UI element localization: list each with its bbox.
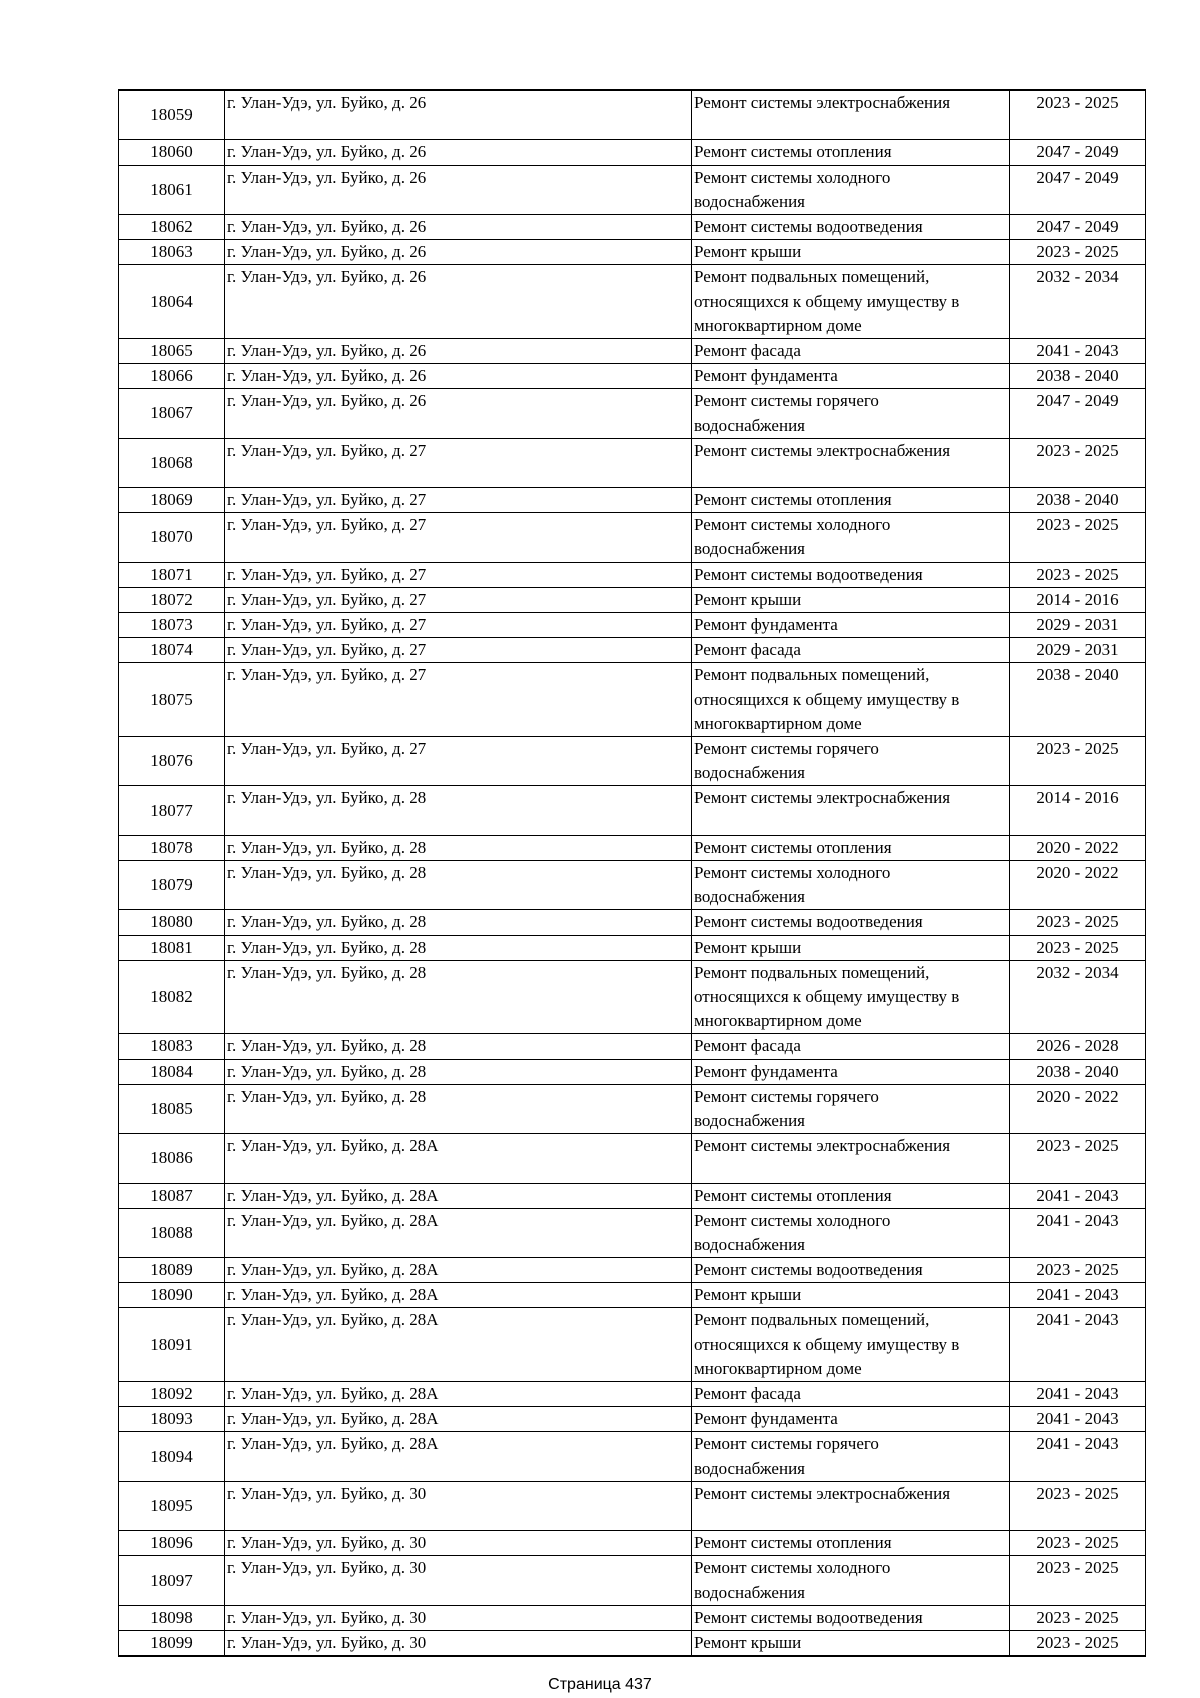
work-type-line: Ремонт системы холодного	[694, 862, 891, 882]
page-number: Страница 437	[548, 1676, 652, 1693]
address-cell: г. Улан-Удэ, ул. Буйко, д. 30	[225, 1531, 692, 1556]
work-type-cell	[692, 835, 1010, 860]
work-type-line: Ремонт системы холодного	[694, 515, 891, 535]
table-row	[119, 1134, 1146, 1183]
work-type-cell	[692, 1556, 1010, 1605]
work-type-line: Ремонт системы холодного	[694, 1558, 891, 1578]
work-type-cell	[692, 1134, 1010, 1183]
work-type-line: Ремонт крыши	[694, 1285, 802, 1305]
work-type-line: многоквартирном доме	[694, 315, 862, 335]
row-number: 18092	[119, 1382, 225, 1407]
table-row	[119, 1084, 1146, 1133]
work-type-cell	[692, 265, 1010, 339]
work-type-line: Ремонт системы холодного	[694, 1210, 891, 1230]
table-row	[119, 1034, 1146, 1059]
address-cell: г. Улан-Удэ, ул. Буйко, д. 28	[225, 935, 692, 960]
row-number: 18063	[119, 240, 225, 265]
years-cell: 2023 - 2025	[1010, 1630, 1146, 1656]
years-cell: 2032 - 2034	[1010, 265, 1146, 339]
row-number: 18097	[119, 1556, 225, 1605]
years-cell: 2023 - 2025	[1010, 562, 1146, 587]
work-type-line	[694, 115, 1007, 139]
work-type-cell	[692, 638, 1010, 663]
work-type-line: водоснабжения	[694, 1110, 805, 1130]
work-type-cell	[692, 960, 1010, 1034]
table-row	[119, 389, 1146, 438]
table-row	[119, 1183, 1146, 1208]
table-row	[119, 1407, 1146, 1432]
row-number: 18077	[119, 786, 225, 835]
years-cell: 2041 - 2043	[1010, 1432, 1146, 1481]
work-type-line: Ремонт системы водоотведения	[694, 1260, 923, 1280]
work-type-cell	[692, 338, 1010, 363]
address-cell: г. Улан-Удэ, ул. Буйко, д. 30	[225, 1630, 692, 1656]
repair-schedule-table	[118, 89, 1146, 1657]
work-type-line: Ремонт подвальных помещений,	[694, 1310, 930, 1330]
work-type-cell	[692, 1481, 1010, 1530]
work-type-line: относящихся к общему имуществу в	[694, 986, 960, 1006]
address-cell: г. Улан-Удэ, ул. Буйко, д. 28	[225, 1084, 692, 1133]
work-type-cell	[692, 488, 1010, 513]
row-number: 18068	[119, 438, 225, 487]
work-type-cell	[692, 935, 1010, 960]
work-type-cell	[692, 364, 1010, 389]
work-type-line: водоснабжения	[694, 539, 805, 559]
row-number: 18099	[119, 1630, 225, 1656]
table-row	[119, 265, 1146, 339]
work-type-line: Ремонт системы электроснабжения	[694, 440, 951, 460]
address-cell: г. Улан-Удэ, ул. Буйко, д. 27	[225, 513, 692, 562]
table-row	[119, 737, 1146, 786]
years-cell: 2020 - 2022	[1010, 1084, 1146, 1133]
years-cell: 2023 - 2025	[1010, 240, 1146, 265]
table-row	[119, 638, 1146, 663]
address-cell: г. Улан-Удэ, ул. Буйко, д. 30	[225, 1605, 692, 1630]
row-number: 18096	[119, 1531, 225, 1556]
address-cell: г. Улан-Удэ, ул. Буйко, д. 30	[225, 1556, 692, 1605]
work-type-line	[694, 463, 1007, 487]
work-type-cell	[692, 90, 1010, 140]
work-type-line: Ремонт системы горячего	[694, 1086, 879, 1106]
work-type-cell	[692, 1258, 1010, 1283]
years-cell: 2038 - 2040	[1010, 1059, 1146, 1084]
work-type-cell	[692, 613, 1010, 638]
row-number: 18061	[119, 165, 225, 214]
address-cell: г. Улан-Удэ, ул. Буйко, д. 26	[225, 364, 692, 389]
address-cell: г. Улан-Удэ, ул. Буйко, д. 28А	[225, 1382, 692, 1407]
work-type-line	[694, 1506, 1007, 1530]
years-cell: 2047 - 2049	[1010, 214, 1146, 239]
table-row	[119, 165, 1146, 214]
table-row	[119, 1308, 1146, 1382]
address-cell: г. Улан-Удэ, ул. Буйко, д. 27	[225, 438, 692, 487]
years-cell: 2041 - 2043	[1010, 1208, 1146, 1257]
work-type-line: Ремонт системы отопления	[694, 837, 892, 857]
table-row	[119, 338, 1146, 363]
row-number: 18064	[119, 265, 225, 339]
work-type-line: Ремонт системы горячего	[694, 391, 879, 411]
work-type-line: Ремонт подвальных помещений,	[694, 962, 930, 982]
work-type-cell	[692, 562, 1010, 587]
work-type-cell	[692, 860, 1010, 909]
row-number: 18080	[119, 910, 225, 935]
table-row	[119, 240, 1146, 265]
table-row	[119, 1630, 1146, 1656]
years-cell: 2041 - 2043	[1010, 1283, 1146, 1308]
address-cell: г. Улан-Удэ, ул. Буйко, д. 28А	[225, 1432, 692, 1481]
work-type-line: водоснабжения	[694, 887, 805, 907]
row-number: 18081	[119, 935, 225, 960]
work-type-line: Ремонт крыши	[694, 589, 802, 609]
row-number: 18073	[119, 613, 225, 638]
address-cell: г. Улан-Удэ, ул. Буйко, д. 26	[225, 90, 692, 140]
work-type-cell	[692, 513, 1010, 562]
years-cell: 2041 - 2043	[1010, 1407, 1146, 1432]
work-type-line: Ремонт системы водоотведения	[694, 912, 923, 932]
work-type-cell	[692, 1630, 1010, 1656]
work-type-line: водоснабжения	[694, 763, 805, 783]
row-number: 18075	[119, 663, 225, 737]
years-cell: 2041 - 2043	[1010, 1183, 1146, 1208]
table-row	[119, 1481, 1146, 1530]
years-cell: 2026 - 2028	[1010, 1034, 1146, 1059]
years-cell: 2023 - 2025	[1010, 935, 1146, 960]
table-row	[119, 488, 1146, 513]
table-row	[119, 960, 1146, 1034]
years-cell: 2023 - 2025	[1010, 1605, 1146, 1630]
row-number: 18078	[119, 835, 225, 860]
work-type-line: многоквартирном доме	[694, 1011, 862, 1031]
work-type-cell	[692, 1407, 1010, 1432]
row-number: 18083	[119, 1034, 225, 1059]
address-cell: г. Улан-Удэ, ул. Буйко, д. 30	[225, 1481, 692, 1530]
row-number: 18059	[119, 90, 225, 140]
row-number: 18091	[119, 1308, 225, 1382]
work-type-line: Ремонт системы электроснабжения	[694, 93, 951, 112]
work-type-line: Ремонт системы отопления	[694, 490, 892, 510]
work-type-cell	[692, 1208, 1010, 1257]
years-cell: 2023 - 2025	[1010, 910, 1146, 935]
work-type-line: Ремонт системы электроснабжения	[694, 788, 951, 808]
years-cell: 2029 - 2031	[1010, 638, 1146, 663]
table-row	[119, 935, 1146, 960]
years-cell: 2023 - 2025	[1010, 438, 1146, 487]
row-number: 18086	[119, 1134, 225, 1183]
work-type-cell	[692, 737, 1010, 786]
work-type-cell	[692, 389, 1010, 438]
address-cell: г. Улан-Удэ, ул. Буйко, д. 28	[225, 910, 692, 935]
table-body	[119, 90, 1146, 1656]
table-row	[119, 562, 1146, 587]
address-cell: г. Улан-Удэ, ул. Буйко, д. 27	[225, 488, 692, 513]
work-type-cell	[692, 1283, 1010, 1308]
address-cell: г. Улан-Удэ, ул. Буйко, д. 28	[225, 1059, 692, 1084]
table-row	[119, 513, 1146, 562]
work-type-line: Ремонт фундамента	[694, 1409, 838, 1429]
work-type-cell	[692, 165, 1010, 214]
table-row	[119, 910, 1146, 935]
address-cell: г. Улан-Удэ, ул. Буйко, д. 27	[225, 613, 692, 638]
address-cell: г. Улан-Удэ, ул. Буйко, д. 28А	[225, 1134, 692, 1183]
years-cell: 2023 - 2025	[1010, 1481, 1146, 1530]
work-type-line: Ремонт фасада	[694, 1384, 801, 1404]
years-cell: 2038 - 2040	[1010, 488, 1146, 513]
row-number: 18062	[119, 214, 225, 239]
work-type-line: Ремонт системы водоотведения	[694, 1607, 923, 1627]
years-cell: 2023 - 2025	[1010, 737, 1146, 786]
table-row	[119, 835, 1146, 860]
row-number: 18071	[119, 562, 225, 587]
address-cell: г. Улан-Удэ, ул. Буйко, д. 26	[225, 265, 692, 339]
row-number: 18074	[119, 638, 225, 663]
row-number: 18082	[119, 960, 225, 1034]
work-type-line: относящихся к общему имуществу в	[694, 1334, 960, 1354]
years-cell: 2023 - 2025	[1010, 90, 1146, 140]
work-type-line: Ремонт подвальных помещений,	[694, 665, 930, 685]
table-row	[119, 587, 1146, 612]
table-row	[119, 1605, 1146, 1630]
work-type-line: Ремонт системы горячего	[694, 1434, 879, 1454]
address-cell: г. Улан-Удэ, ул. Буйко, д. 26	[225, 165, 692, 214]
work-type-line: Ремонт фундамента	[694, 366, 838, 386]
address-cell: г. Улан-Удэ, ул. Буйко, д. 28	[225, 835, 692, 860]
work-type-line: Ремонт крыши	[694, 937, 802, 957]
years-cell: 2038 - 2040	[1010, 663, 1146, 737]
row-number: 18088	[119, 1208, 225, 1257]
work-type-line	[694, 1158, 1007, 1182]
row-number: 18076	[119, 737, 225, 786]
address-cell: г. Улан-Удэ, ул. Буйко, д. 26	[225, 240, 692, 265]
work-type-cell	[692, 786, 1010, 835]
address-cell: г. Улан-Удэ, ул. Буйко, д. 28	[225, 860, 692, 909]
work-type-line: Ремонт системы горячего	[694, 739, 879, 759]
years-cell: 2038 - 2040	[1010, 364, 1146, 389]
address-cell: г. Улан-Удэ, ул. Буйко, д. 26	[225, 389, 692, 438]
work-type-line: водоснабжения	[694, 1234, 805, 1254]
row-number: 18060	[119, 140, 225, 165]
years-cell: 2014 - 2016	[1010, 786, 1146, 835]
work-type-cell	[692, 587, 1010, 612]
table-row	[119, 1258, 1146, 1283]
work-type-cell	[692, 1084, 1010, 1133]
address-cell: г. Улан-Удэ, ул. Буйко, д. 28	[225, 960, 692, 1034]
years-cell: 2032 - 2034	[1010, 960, 1146, 1034]
years-cell: 2020 - 2022	[1010, 835, 1146, 860]
years-cell: 2020 - 2022	[1010, 860, 1146, 909]
row-number: 18065	[119, 338, 225, 363]
work-type-cell	[692, 240, 1010, 265]
work-type-line: водоснабжения	[694, 191, 805, 211]
table-row	[119, 90, 1146, 140]
work-type-line	[694, 811, 1007, 835]
work-type-cell	[692, 1432, 1010, 1481]
table-row	[119, 438, 1146, 487]
years-cell: 2047 - 2049	[1010, 140, 1146, 165]
address-cell: г. Улан-Удэ, ул. Буйко, д. 27	[225, 587, 692, 612]
address-cell: г. Улан-Удэ, ул. Буйко, д. 28А	[225, 1407, 692, 1432]
work-type-cell	[692, 1531, 1010, 1556]
years-cell: 2023 - 2025	[1010, 1134, 1146, 1183]
address-cell: г. Улан-Удэ, ул. Буйко, д. 26	[225, 140, 692, 165]
address-cell: г. Улан-Удэ, ул. Буйко, д. 27	[225, 737, 692, 786]
table-row	[119, 140, 1146, 165]
address-cell: г. Улан-Удэ, ул. Буйко, д. 26	[225, 338, 692, 363]
work-type-line: Ремонт фундамента	[694, 1061, 838, 1081]
work-type-line: многоквартирном доме	[694, 713, 862, 733]
table-row	[119, 786, 1146, 835]
work-type-line: Ремонт системы водоотведения	[694, 564, 923, 584]
work-type-line: Ремонт системы электроснабжения	[694, 1136, 951, 1156]
work-type-line: водоснабжения	[694, 1458, 805, 1478]
work-type-cell	[692, 140, 1010, 165]
address-cell: г. Улан-Удэ, ул. Буйко, д. 28А	[225, 1208, 692, 1257]
years-cell: 2023 - 2025	[1010, 1258, 1146, 1283]
row-number: 18072	[119, 587, 225, 612]
table-row	[119, 364, 1146, 389]
table-row	[119, 1556, 1146, 1605]
row-number: 18090	[119, 1283, 225, 1308]
work-type-line: водоснабжения	[694, 415, 805, 435]
address-cell: г. Улан-Удэ, ул. Буйко, д. 27	[225, 638, 692, 663]
work-type-cell	[692, 1382, 1010, 1407]
years-cell: 2041 - 2043	[1010, 1382, 1146, 1407]
row-number: 18069	[119, 488, 225, 513]
work-type-line: многоквартирном доме	[694, 1358, 862, 1378]
row-number: 18085	[119, 1084, 225, 1133]
work-type-cell	[692, 1183, 1010, 1208]
row-number: 18098	[119, 1605, 225, 1630]
work-type-line: относящихся к общему имуществу в	[694, 291, 960, 311]
address-cell: г. Улан-Удэ, ул. Буйко, д. 28А	[225, 1258, 692, 1283]
row-number: 18089	[119, 1258, 225, 1283]
table-row	[119, 1283, 1146, 1308]
work-type-cell	[692, 910, 1010, 935]
work-type-cell	[692, 214, 1010, 239]
table-row	[119, 1382, 1146, 1407]
work-type-line: Ремонт системы отопления	[694, 1533, 892, 1553]
work-type-line: Ремонт системы отопления	[694, 142, 892, 162]
table-row	[119, 1059, 1146, 1084]
work-type-cell	[692, 1034, 1010, 1059]
years-cell: 2029 - 2031	[1010, 613, 1146, 638]
address-cell: г. Улан-Удэ, ул. Буйко, д. 27	[225, 562, 692, 587]
work-type-cell	[692, 1308, 1010, 1382]
table-row	[119, 1531, 1146, 1556]
work-type-cell	[692, 1605, 1010, 1630]
table-row	[119, 663, 1146, 737]
work-type-line: Ремонт фасада	[694, 640, 801, 660]
work-type-line: относящихся к общему имуществу в	[694, 689, 960, 709]
work-type-line: Ремонт системы отопления	[694, 1185, 892, 1205]
work-type-line: Ремонт фасада	[694, 1036, 801, 1056]
address-cell: г. Улан-Удэ, ул. Буйко, д. 28А	[225, 1183, 692, 1208]
years-cell: 2041 - 2043	[1010, 338, 1146, 363]
table-row	[119, 1432, 1146, 1481]
years-cell: 2023 - 2025	[1010, 1556, 1146, 1605]
row-number: 18095	[119, 1481, 225, 1530]
address-cell: г. Улан-Удэ, ул. Буйко, д. 28А	[225, 1308, 692, 1382]
work-type-cell	[692, 663, 1010, 737]
table-row	[119, 214, 1146, 239]
years-cell: 2041 - 2043	[1010, 1308, 1146, 1382]
address-cell: г. Улан-Удэ, ул. Буйко, д. 28	[225, 1034, 692, 1059]
row-number: 18066	[119, 364, 225, 389]
work-type-line: Ремонт крыши	[694, 242, 802, 262]
address-cell: г. Улан-Удэ, ул. Буйко, д. 26	[225, 214, 692, 239]
work-type-line: Ремонт системы холодного	[694, 167, 891, 187]
work-type-cell	[692, 438, 1010, 487]
work-type-line: Ремонт фасада	[694, 340, 801, 360]
work-type-line: Ремонт подвальных помещений,	[694, 267, 930, 287]
row-number: 18087	[119, 1183, 225, 1208]
work-type-line: Ремонт системы водоотведения	[694, 216, 923, 236]
address-cell: г. Улан-Удэ, ул. Буйко, д. 28	[225, 786, 692, 835]
row-number: 18094	[119, 1432, 225, 1481]
years-cell: 2023 - 2025	[1010, 1531, 1146, 1556]
work-type-line: Ремонт фундамента	[694, 615, 838, 635]
work-type-line: Ремонт крыши	[694, 1632, 802, 1652]
years-cell: 2047 - 2049	[1010, 389, 1146, 438]
work-type-cell	[692, 1059, 1010, 1084]
table-row	[119, 1208, 1146, 1257]
address-cell: г. Улан-Удэ, ул. Буйко, д. 28А	[225, 1283, 692, 1308]
row-number: 18070	[119, 513, 225, 562]
row-number: 18084	[119, 1059, 225, 1084]
table-row	[119, 860, 1146, 909]
years-cell: 2047 - 2049	[1010, 165, 1146, 214]
address-cell: г. Улан-Удэ, ул. Буйко, д. 27	[225, 663, 692, 737]
row-number: 18079	[119, 860, 225, 909]
row-number: 18093	[119, 1407, 225, 1432]
table-row	[119, 613, 1146, 638]
row-number: 18067	[119, 389, 225, 438]
work-type-line: Ремонт системы электроснабжения	[694, 1483, 951, 1503]
years-cell: 2023 - 2025	[1010, 513, 1146, 562]
work-type-line: водоснабжения	[694, 1582, 805, 1602]
years-cell: 2014 - 2016	[1010, 587, 1146, 612]
